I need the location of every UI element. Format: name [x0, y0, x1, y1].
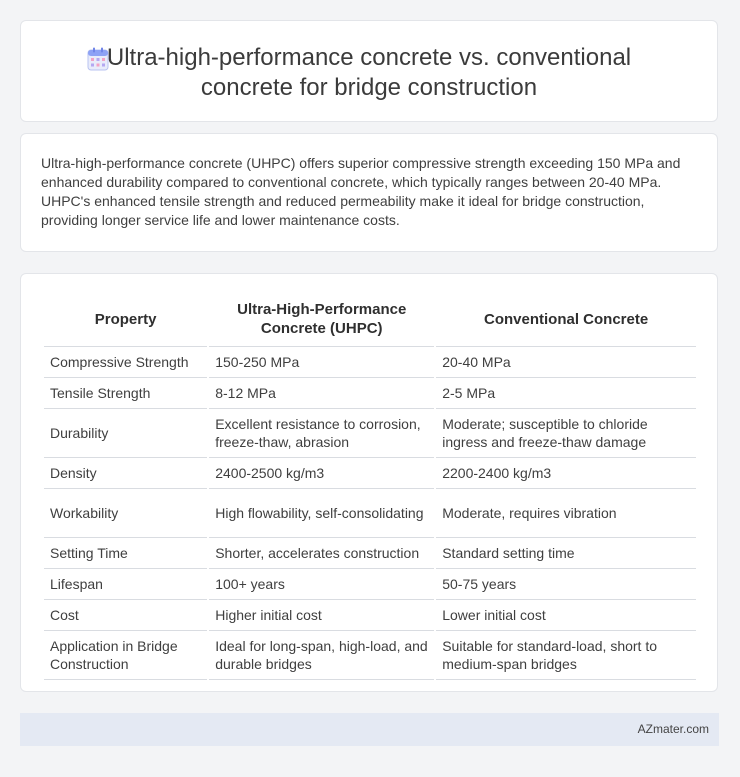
footer-bar: [20, 713, 719, 746]
table-header-row: [44, 294, 696, 347]
table-cell: Ideal for long-span, high-load, and durable bridges: [209, 631, 434, 680]
table-cell: 20-40 MPa: [436, 347, 696, 378]
table-cell: 2-5 MPa: [436, 378, 696, 409]
table-row: [44, 538, 696, 569]
table-row: [44, 347, 696, 378]
table-cell: 2200-2400 kg/m3: [436, 458, 696, 489]
intro-card: [20, 133, 718, 252]
header-property: Property: [44, 294, 207, 347]
table-cell: Moderate, requires vibration: [436, 489, 696, 538]
table-cell: Cost: [44, 600, 207, 631]
table-cell: Lifespan: [44, 569, 207, 600]
header-conventional: Conventional Concrete: [436, 294, 696, 347]
table-cell: Setting Time: [44, 538, 207, 569]
table-cell: Application in Bridge Construction: [44, 631, 207, 680]
table-cell: 100+ years: [209, 569, 434, 600]
table-cell: Excellent resistance to corrosion, freeze-thaw, abrasion: [209, 409, 434, 458]
table-cell: Tensile Strength: [44, 378, 207, 409]
header-uhpc: Ultra-High-Performance Concrete (UHPC): [209, 294, 434, 347]
table-cell: Density: [44, 458, 207, 489]
table-cell: 8-12 MPa: [209, 378, 434, 409]
table-cell: Lower initial cost: [436, 600, 696, 631]
intro-paragraph: Ultra-high-performance concrete (UHPC) offers superior compressive strength exceeding 150 MPa and enhanced durability compared to conventional concrete, which typically ranges between 20-40 MPa. UHPC's enhanced tensile strength and reduced permeability make it ideal for bridge construction, providing longer service life and lower maintenance costs.: [41, 155, 681, 228]
table-row: [44, 569, 696, 600]
table-cell: 2400-2500 kg/m3: [209, 458, 434, 489]
table-cell: 50-75 years: [436, 569, 696, 600]
footer-site-link[interactable]: AZmater.com: [637, 722, 709, 736]
table-row: [44, 489, 696, 538]
table-cell: Shorter, accelerates construction: [209, 538, 434, 569]
table-row: [44, 409, 696, 458]
page-title: Ultra-high-performance concrete vs. conventional concrete for bridge construction: [106, 44, 632, 101]
table-cell: Standard setting time: [436, 538, 696, 569]
table-row: [44, 378, 696, 409]
comparison-card: [20, 273, 718, 692]
table-cell: Moderate; susceptible to chloride ingress and freeze-thaw damage: [436, 409, 696, 458]
table-cell: Compressive Strength: [44, 347, 207, 378]
table-cell: Durability: [44, 409, 207, 458]
table-cell: Higher initial cost: [209, 600, 434, 631]
table-cell: Suitable for standard-load, short to medium-span bridges: [436, 631, 696, 680]
table-row: [44, 458, 696, 489]
comparison-table: [42, 294, 698, 680]
table-cell: High flowability, self-consolidating: [209, 489, 434, 538]
table-row: [44, 600, 696, 631]
table-cell: Workability: [44, 489, 207, 538]
table-row: [44, 631, 696, 680]
table-cell: 150-250 MPa: [209, 347, 434, 378]
title-card: [20, 20, 718, 122]
